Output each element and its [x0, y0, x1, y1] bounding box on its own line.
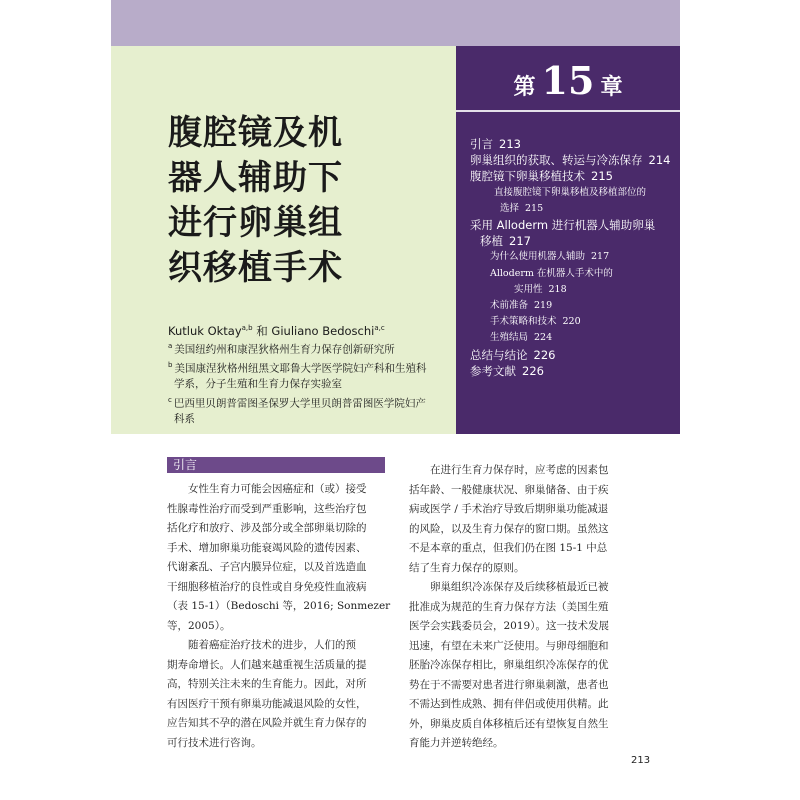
affiliation-text: 科系: [174, 412, 195, 425]
text-line: 括年龄、一般健康状况、卵巢储备、由于疾: [409, 483, 609, 496]
text-line: 高，特别关注未来的生育能力。因此，对所: [167, 678, 367, 690]
chapter-suffix: 章: [600, 74, 623, 100]
chapter-prefix: 第: [513, 74, 536, 100]
chapter-title: [168, 111, 368, 291]
text-line: 卵巢组织冷冻保存及后续移植最近已被: [430, 581, 609, 593]
body-paragraph: [167, 480, 389, 636]
toc-entry: [470, 136, 676, 152]
authors-line: [168, 323, 385, 339]
toc-entry-title: 生殖结局: [490, 332, 529, 344]
toc-entry-page: 218: [548, 283, 567, 295]
toc-entry-title: 采用 Alloderm 进行机器人辅助卵巢: [470, 218, 656, 233]
text-line: 期寿命增长。人们越来越重视生活质量的提: [167, 658, 367, 671]
toc-entry-page: 215: [591, 169, 613, 184]
toc-entry: [470, 298, 676, 314]
toc-entry: [470, 185, 676, 201]
text-line: 病或医学 / 手术治疗导致后期卵巢功能减退: [409, 503, 609, 515]
toc-entry-title: 选择: [500, 202, 520, 214]
toc-entry: [470, 217, 676, 233]
affiliation-text: 美国康涅狄格州纽黑文耶鲁大学医学院妇产科和生殖科: [174, 362, 427, 375]
toc-entry-title: 总结与结论: [470, 347, 528, 362]
text-line: 女性生育力可能会因癌症和（或）接受: [188, 483, 367, 495]
title-line: 织移植手术: [168, 248, 343, 288]
toc-divider: [456, 110, 680, 112]
toc-entry-title: 移植: [480, 234, 503, 249]
toc-entry-title: 实用性: [514, 283, 543, 295]
toc-entry: [470, 266, 676, 282]
author-conjunction: 和: [256, 324, 268, 338]
chapter-number: 15: [541, 58, 595, 103]
text-line: 不是本章的重点，但我们仍在图 15-1 中总: [409, 542, 608, 554]
text-line: 有因医疗干预有卵巢功能减退风险的女性，: [167, 697, 367, 710]
text-line: 迅速，有望在未来广泛使用。与卵母细胞和: [409, 639, 609, 652]
text-line: 手术、增加卵巢功能衰竭风险的遗传因素、: [167, 541, 367, 554]
affiliation-mark: b: [168, 361, 173, 369]
text-line: 在进行生育力保存时，应考虑的因素包: [430, 464, 609, 476]
toc-entry: [470, 249, 676, 265]
author-name: Kutluk Oktay: [168, 324, 242, 338]
affiliation: [168, 358, 458, 392]
toc-entry-page: 214: [648, 153, 671, 168]
affiliation-text: 学系，分子生殖和生育力保存实验室: [174, 377, 342, 390]
text-line: 性腺毒性治疗而受到严重影响，这些治疗包: [167, 502, 367, 515]
toc-entry: [470, 314, 676, 330]
toc-entry-title: 引言: [470, 137, 493, 151]
toc-entry-page: 220: [562, 316, 581, 328]
text-line: 胚胎冷冻保存相比，卵巢组织冷冻保存的优: [409, 659, 609, 671]
toc-entry-title: Alloderm 在机器人手术中的: [490, 267, 613, 279]
text-line: 应告知其不孕的潜在风险并就生育力保存的: [167, 717, 367, 729]
text-line: 干细胞移植治疗的良性或自身免疫性血液病: [167, 580, 367, 593]
toc-entry-title: 手术策略和技术: [490, 316, 557, 328]
toc-entry-page: 217: [591, 251, 610, 263]
toc-entry-title: 卵巢组织的获取、转运与冷冻保存: [470, 153, 643, 168]
toc-entry-page: 213: [499, 137, 521, 151]
body-paragraph: [409, 461, 633, 578]
author-affil-mark: a,c: [374, 324, 385, 333]
text-line: 等，2005）。: [167, 619, 231, 632]
author-affil-mark: a,b: [241, 324, 253, 333]
affiliation-mark: a: [168, 342, 173, 350]
toc-entry-page: 217: [509, 234, 531, 249]
toc-entry-page: 224: [534, 332, 553, 344]
toc-entry: [470, 363, 676, 379]
text-line: 括化疗和放疗、涉及部分或全部卵巢切除的: [167, 522, 367, 534]
top-color-band: [111, 0, 680, 46]
toc-panel: [456, 46, 680, 434]
body-column-right: [409, 461, 633, 754]
text-line: 代谢紊乱、子宫内膜异位症，以及首选造血: [167, 561, 367, 573]
toc-entry: [470, 168, 676, 184]
toc-entry-page: 226: [522, 363, 544, 378]
toc-entry: [470, 347, 676, 363]
body-paragraph: [167, 636, 389, 753]
text-line: 医学会实践委员会，2019）。这一技术发展: [409, 620, 609, 632]
affiliation-text: 美国纽约州和康涅狄格州生育力保存创新研究所: [174, 343, 395, 356]
toc-entry-page: 226: [533, 347, 556, 362]
toc-entry-title: 腹腔镜下卵巢移植技术: [470, 169, 585, 184]
toc-entry: [470, 330, 676, 346]
body-paragraph: [409, 578, 633, 754]
toc-entry-page: 215: [525, 202, 544, 214]
title-line: 器人辅助下: [168, 158, 343, 198]
text-line: 结了生育力保存的原则。: [409, 561, 525, 574]
toc-entry: [470, 282, 676, 298]
text-line: 随着癌症治疗技术的进步，人们的预: [188, 639, 356, 651]
text-line: 批准成为规范的生育力保存方法（美国生殖: [409, 600, 609, 613]
toc-entry: [470, 152, 676, 168]
text-line: 不需达到性成熟、拥有伴侣或使用供精。此: [409, 698, 609, 710]
affiliation-mark: c: [168, 396, 172, 404]
toc-entry-title: 直接腹腔镜下卵巢移植及移植部位的: [494, 186, 647, 198]
toc-entry-title: 术前准备: [490, 300, 529, 312]
author-name: Giuliano Bedoschi: [271, 324, 375, 338]
toc-entry: [470, 233, 676, 249]
section-heading: 引言: [167, 457, 385, 473]
title-line: 进行卵巢组: [168, 203, 343, 243]
affiliation: [168, 339, 458, 358]
affiliation-text: 巴西里贝朗普雷图圣保罗大学里贝朗普雷图医学院妇产: [173, 397, 426, 410]
body-column-left: [167, 480, 389, 753]
affiliation: [168, 393, 458, 427]
text-line: （表 15-1）（Bedoschi 等，2016; Sonmezer: [167, 600, 391, 612]
text-line: 可行技术进行咨询。: [167, 736, 262, 749]
title-line: 腹腔镜及机: [168, 113, 343, 153]
toc-entry-page: 219: [534, 300, 553, 312]
chapter-heading: [456, 58, 680, 103]
toc-entry-title: 参考文献: [470, 363, 516, 378]
text-line: 育能力并逆转绝经。: [409, 737, 504, 749]
table-of-contents: [470, 136, 676, 379]
text-line: 势在于不需要对患者进行卵巢刺激，患者也: [409, 678, 609, 691]
toc-entry-title: 为什么使用机器人辅助: [490, 251, 586, 263]
text-line: 外，卵巢皮质自体移植后还有望恢复自然生: [409, 717, 609, 730]
toc-entry: [470, 201, 676, 217]
text-line: 的风险，以及生育力保存的窗口期。虽然这: [409, 522, 609, 535]
page-number: 213: [631, 755, 651, 766]
